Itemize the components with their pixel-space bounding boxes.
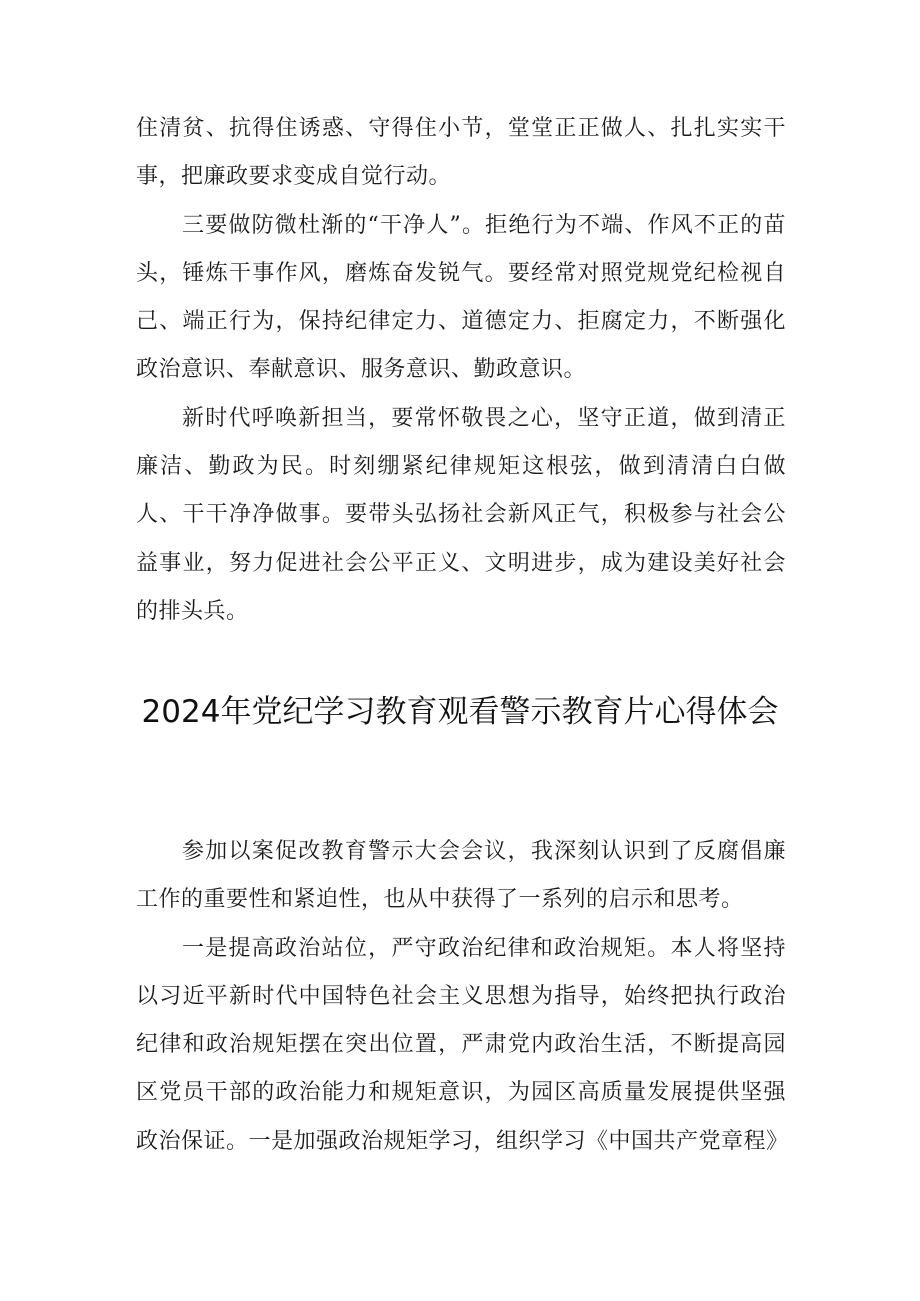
paragraph-three: 三要做防微杜渐的“干净人”。拒绝行为不端、作风不正的苗头，锤炼干事作风，磨炼奋发锐气。要经常对照党规党纪检视自己、端正行为，保持纪律定力、道德定力、拒腐定力，不断强化政治意识、奉献意识、服务意识、勤政意识。 [136, 212, 786, 383]
top-text-block [136, 105, 786, 636]
paragraph-intro: 参加以案促改教育警示大会会议，我深刻认识到了反腐倡廉工作的重要性和紧迫性，也从中获得了一系列的启示和思考。 [136, 839, 786, 913]
paragraph-continuation: 住清贫、抗得住诱惑、守得住小节，堂堂正正做人、扎扎实实干事，把廉政要求变成自觉行动。 [136, 116, 786, 190]
paragraph-conclusion: 新时代呼唤新担当，要常怀敬畏之心，坚守正道，做到清正廉洁、勤政为民。时刻绷紧纪律规矩这根弦，做到清清白白做人、干干净净做事。要带头弘扬社会新风正气，积极参与社会公益事业，努力促进社会公平正义、文明进步，成为建设美好社会的排头兵。 [136, 405, 786, 624]
document-title: 2024年党纪学习教育观看警示教育片心得体会 [141, 694, 779, 730]
bottom-text-block [136, 828, 789, 1166]
paragraph-point-one: 一是提高政治站位，严守政治纪律和政治规矩。本人将坚持以习近平新时代中国特色社会主义思想为指导，始终把执行政治纪律和政治规矩摆在突出位置，严肃党内政治生活，不断提高园区党员干部的政治能力和规矩意识，为园区高质量发展提供坚强政治保证。一是加强政治规矩学习，组织学习《中国共产党章程》 [136, 935, 789, 1154]
